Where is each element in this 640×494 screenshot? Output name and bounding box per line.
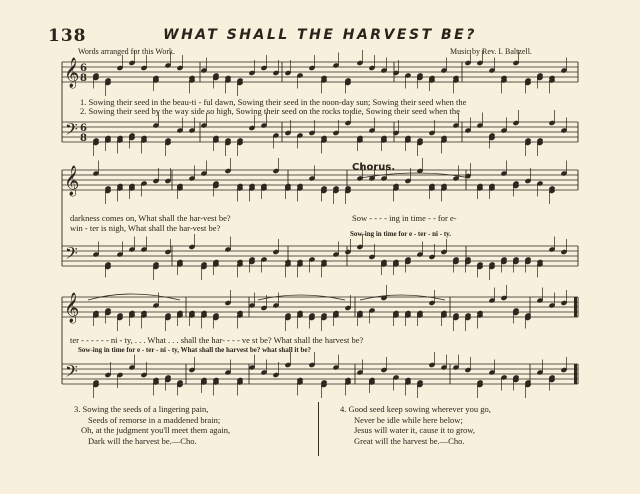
lyric-line-2b: win - ter is nigh, What shall the har-vest be? [70, 223, 221, 233]
lyric-chorus-small: Sow-ing in time for e - ter - ni - ty. [350, 230, 452, 238]
slur [360, 295, 445, 300]
time-signature: 8 [80, 133, 87, 144]
system-1-bass-clef: 𝄢 [65, 119, 78, 143]
lyric-line-verse1: 1. Sowing their seed in the beau-ti - ful dawn, Sowing their seed in the noon-day sun; Sowing their seed when the [80, 97, 467, 107]
verse-divider [318, 402, 319, 456]
verse-4-line-2: Never be idle while here below; [354, 414, 463, 425]
verse-4-line-3: Jesus will water it, cause it to grow, [354, 425, 476, 435]
system-1-treble-clef: 𝄞 [64, 58, 80, 88]
slur [360, 173, 470, 178]
time-signature: 8 [80, 73, 87, 84]
verse-4-line-1: 4. Good seed keep sowing wherever you go, [340, 404, 491, 414]
verse-3-line-1: 3. Sowing the seeds of a lingering pain, [74, 404, 209, 414]
system-3-treble-clef: 𝄞 [64, 293, 80, 323]
time-signature: 6 [80, 123, 87, 134]
lyric-line-3a: ter - - - - - - ni - ty, . . . What . . . shall the har- - - - ve st be? What shall the harvest be? [70, 335, 364, 345]
verse-4-line-4: Great will the harvest be.—Cho. [354, 435, 465, 446]
system-3-bass-clef: 𝄢 [65, 361, 78, 385]
slur [258, 295, 345, 300]
page-number: 138 [48, 26, 87, 46]
hymn-title: WHAT SHALL THE HARVEST BE? [163, 27, 477, 43]
lyric-line-3b: Sow-ing in time for e - ter - ni - ty, What shall the harvest be? what shall it be? [78, 346, 311, 354]
system-2-treble-clef: 𝄞 [64, 166, 80, 196]
lyric-line-2a: darkness comes on, What shall the har-vest be? [70, 213, 231, 223]
chorus-label: Chorus. [352, 162, 396, 173]
music-credit: Music by Rev. I. Baltzell. [450, 47, 532, 56]
verse-3-line-2: Seeds of remorse in a maddened brain; [88, 414, 221, 425]
words-credit: Words arranged for this Work. [78, 47, 175, 56]
final-barline [574, 297, 577, 317]
verse-4 [340, 404, 491, 446]
system-2-bass-clef: 𝄢 [65, 243, 78, 267]
verse-3-line-4: Dark will the harvest be.—Cho. [88, 435, 197, 446]
lyric-line-verse2: 2. Sowing their seed by the way side so high, Sowing their seed on the rocks to die, Sowing their seed when the [80, 106, 460, 116]
time-signature: 6 [80, 63, 87, 74]
verse-3-line-3: Oh, at the judgment you'll meet them again, [81, 425, 231, 435]
final-barline [574, 364, 577, 384]
verse-3 [74, 404, 230, 446]
lyric-chorus-2: Sow - - - - ing in time - - for e- [352, 213, 457, 223]
